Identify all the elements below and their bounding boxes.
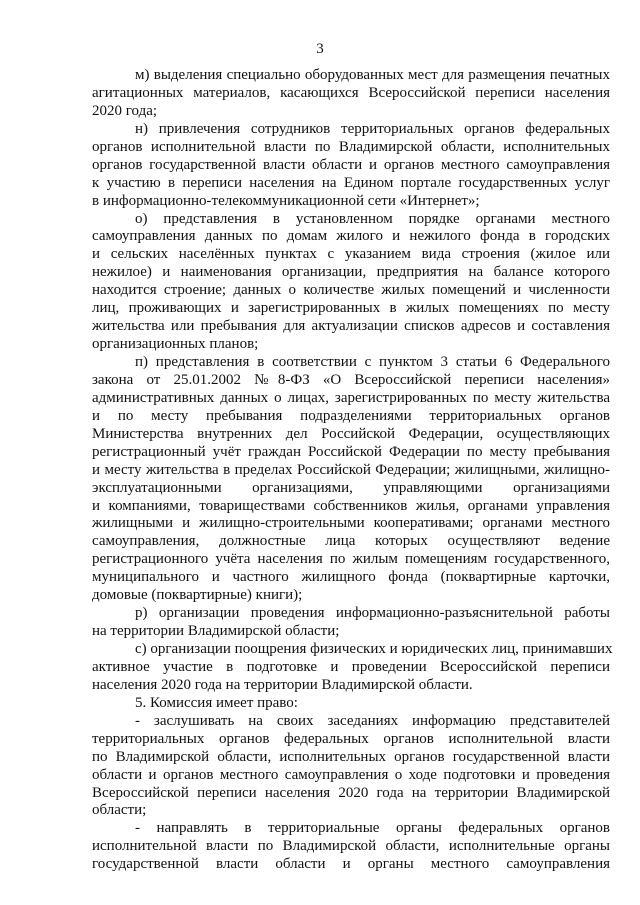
text-line: м) выделения специально оборудованных мест для размещения печатных bbox=[135, 67, 610, 83]
text-line: эксплуатационными организациями, управляющими организациями bbox=[92, 479, 610, 496]
text-line: агитационных материалов, касающихся Всероссийской переписи населения bbox=[92, 84, 610, 101]
paragraph-r bbox=[92, 605, 610, 641]
text-line: жительства или пребывания для актуализации списков адресов и составления bbox=[92, 318, 610, 335]
text-line: р) организации проведения информационно-разъяснительной работы bbox=[135, 605, 610, 622]
document-body bbox=[92, 67, 613, 874]
text-line: н) привлечения сотрудников территориальных органов федеральных bbox=[135, 120, 610, 137]
text-line: регистрационного учёта населения по жилым помещениям государственного, bbox=[92, 551, 610, 568]
text-line: - заслушивать на своих заседаниях информацию представителей bbox=[135, 712, 610, 729]
text-line: нежилое) и наименования организации, предприятия на балансе которого bbox=[92, 264, 610, 281]
text-line: находится строение; данных о количестве жилых помещений и численности bbox=[92, 282, 610, 299]
text-line: жилищными и жилищно-строительными кооперативами; органами местного bbox=[92, 515, 610, 532]
text-line: к участию в переписи населения на Едином портале государственных услуг bbox=[92, 174, 610, 191]
paragraph-p bbox=[92, 354, 610, 605]
text-line: и сельских населённых пунктах с указанием вида строения (жилое или bbox=[92, 246, 610, 263]
text-line: 2020 года; bbox=[92, 102, 158, 119]
text-line: с) организации поощрения физических и юридических лиц, принимавших bbox=[135, 641, 613, 657]
text-line: организационных планов; bbox=[92, 336, 259, 353]
text-line: домовые (поквартирные) книги); bbox=[92, 587, 303, 604]
text-line: активное участие в подготовке и проведении Всероссийской переписи bbox=[92, 658, 610, 675]
text-line: исполнительной власти по Владимирской области, исполнительные органы bbox=[92, 838, 610, 855]
paragraph-n bbox=[92, 121, 610, 211]
text-line: государственной власти области и органы местного самоуправления bbox=[92, 856, 610, 873]
paragraph-hear bbox=[92, 713, 610, 821]
text-line: территориальных органов федеральных органов исполнительной власти bbox=[92, 730, 610, 747]
paragraph-o bbox=[92, 211, 610, 355]
text-line: 5. Комиссия имеет право: bbox=[135, 694, 298, 711]
paragraph-send bbox=[92, 820, 610, 874]
text-line: муниципального и частного жилищного фонда (поквартирные карточки, bbox=[92, 569, 610, 586]
text-line: на территории Владимирской области; bbox=[92, 623, 340, 640]
text-line: о) представления в установленном порядке органами местного bbox=[135, 210, 610, 227]
paragraph-item5 bbox=[92, 695, 610, 713]
text-line: органов государственной власти области и органов местного самоуправления bbox=[92, 156, 610, 173]
text-line: и компаниями, товариществами собственников жилья, органами управления bbox=[92, 497, 610, 514]
text-line: самоуправления данных по домам жилого и нежилого фонда в городских bbox=[92, 228, 610, 245]
text-line: регистрационный учёт граждан Российской Федерации по месту пребывания bbox=[92, 443, 610, 460]
text-line: и по месту пребывания подразделениями территориальных органов bbox=[92, 407, 610, 424]
text-line: закона от 25.01.2002 №8-ФЗ «О Всероссийской переписи населения» bbox=[92, 371, 610, 388]
text-line: органов исполнительной власти по Владимирской области, исполнительных bbox=[92, 138, 610, 155]
text-line: - направлять в территориальные органы федеральных органов bbox=[135, 820, 610, 837]
text-line: п) представления в соответствии с пунктом 3 статьи 6 Федерального bbox=[135, 354, 610, 370]
paragraph-m bbox=[92, 67, 610, 121]
paragraph-s bbox=[92, 641, 613, 695]
page-number: 3 bbox=[316, 41, 324, 57]
text-line: и месту жительства в пределах Российской Федерации; жилищными, жилищно- bbox=[92, 461, 610, 478]
text-line: лиц, проживающих и зарегистрированных в жилых помещениях по месту bbox=[92, 300, 610, 317]
text-line: по Владимирской области, исполнительных органов государственной власти bbox=[92, 748, 610, 765]
text-line: населения 2020 года на территории Владимирской области. bbox=[92, 676, 473, 693]
text-line: Министерства внутренних дел Российской Федерации, осуществляющих bbox=[92, 425, 610, 442]
text-line: самоуправления, должностные лица которых осуществляют ведение bbox=[92, 533, 610, 550]
text-line: административных данных о лицах, зарегистрированных по месту жительства bbox=[92, 389, 610, 406]
text-line: области и органов местного самоуправления о ходе подготовки и проведения bbox=[92, 766, 610, 783]
text-line: Всероссийской переписи населения 2020 года на территории Владимирской bbox=[92, 784, 610, 801]
text-line: области; bbox=[92, 802, 147, 819]
text-line: в информационно-телекоммуникационной сети «Интернет»; bbox=[92, 192, 480, 209]
